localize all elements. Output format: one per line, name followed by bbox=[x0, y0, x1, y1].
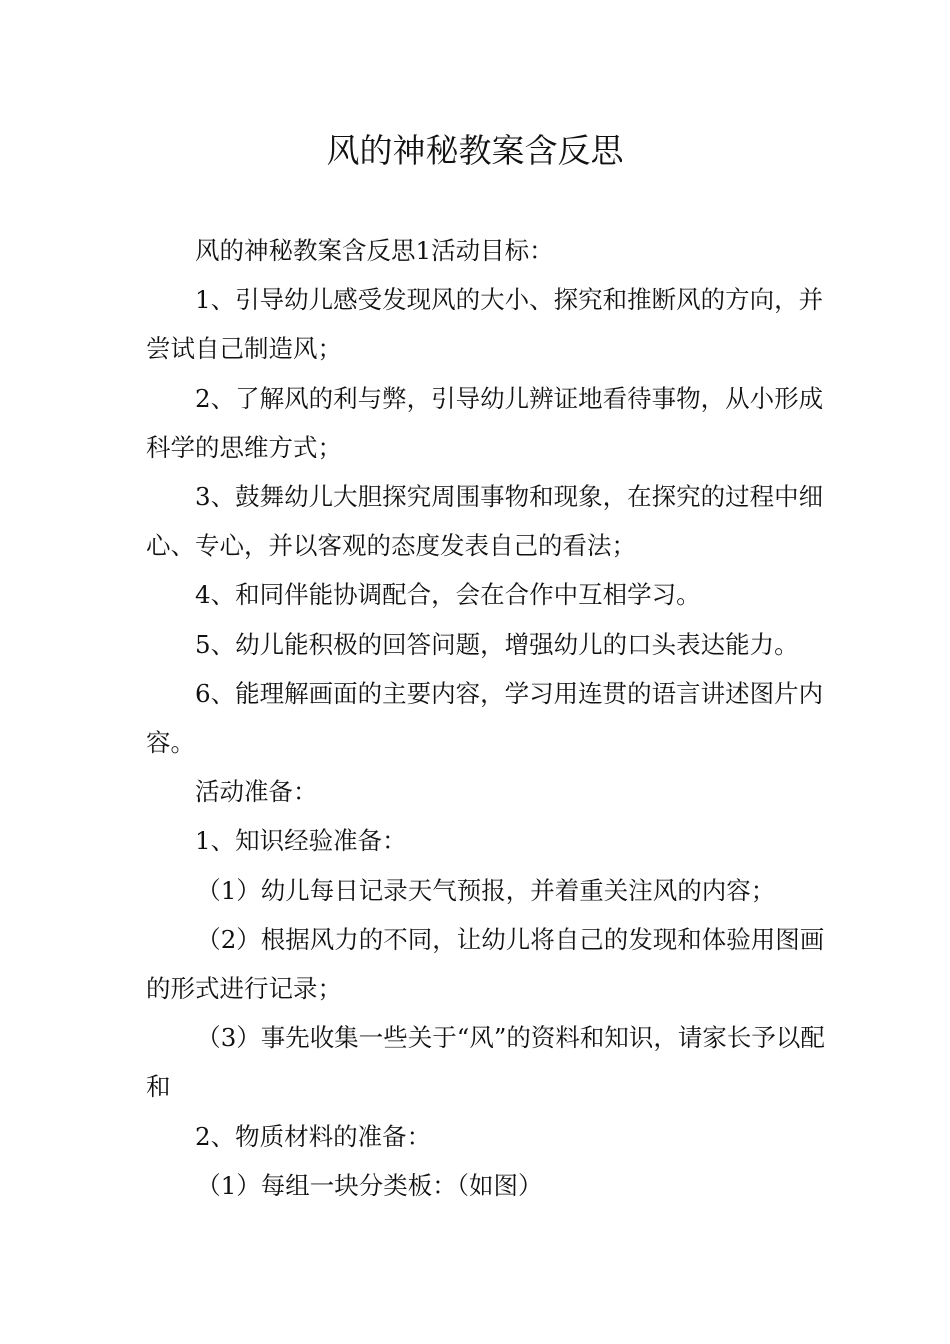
paragraph-goal-6: 6、能理解画面的主要内容，学习用连贯的语言讲述图片内容。 bbox=[146, 678, 824, 758]
paragraph-goal-3: 3、鼓舞幼儿大胆探究周围事物和现象，在探究的过程中细心、专心，并以客观的态度发表自己的看法； bbox=[146, 482, 824, 561]
paragraph-preparation-heading: 活动准备： bbox=[195, 777, 318, 807]
paragraph-prep-knowledge: 1、知识经验准备： bbox=[195, 826, 407, 856]
document-body bbox=[146, 226, 826, 1210]
paragraph-goal-4: 4、和同伴能协调配合，会在合作中互相学习。 bbox=[195, 580, 701, 610]
paragraph-prep-knowledge-2: （2）根据风力的不同，让幼儿将自己的发现和体验用图画的形式进行记录； bbox=[146, 924, 825, 1004]
paragraph-goal-5: 5、幼儿能积极的回答问题，增强幼儿的口头表达能力。 bbox=[195, 629, 799, 659]
paragraph-intro: 风的神秘教案含反思1活动目标： bbox=[195, 236, 554, 265]
paragraph-prep-knowledge-1: （1）幼儿每日记录天气预报，并着重关注风的内容； bbox=[196, 875, 776, 905]
paragraph-prep-knowledge-3: （3）事先收集一些关于“风”的资料和知识，请家长予以配和 bbox=[146, 1023, 825, 1102]
paragraph-goal-1: 1、引导幼儿感受发现风的大小、探究和推断风的方向，并尝试自己制造风； bbox=[146, 285, 824, 364]
paragraph-goal-2: 2、了解风的利与弊，引导幼儿辨证地看待事物，从小形成科学的思维方式； bbox=[146, 383, 824, 462]
document-title: 风的神秘教案含反思 bbox=[326, 131, 624, 170]
paragraph-prep-materials-1: （1）每组一块分类板：（如图） bbox=[196, 1170, 543, 1200]
paragraph-prep-materials: 2、物质材料的准备： bbox=[195, 1121, 432, 1151]
